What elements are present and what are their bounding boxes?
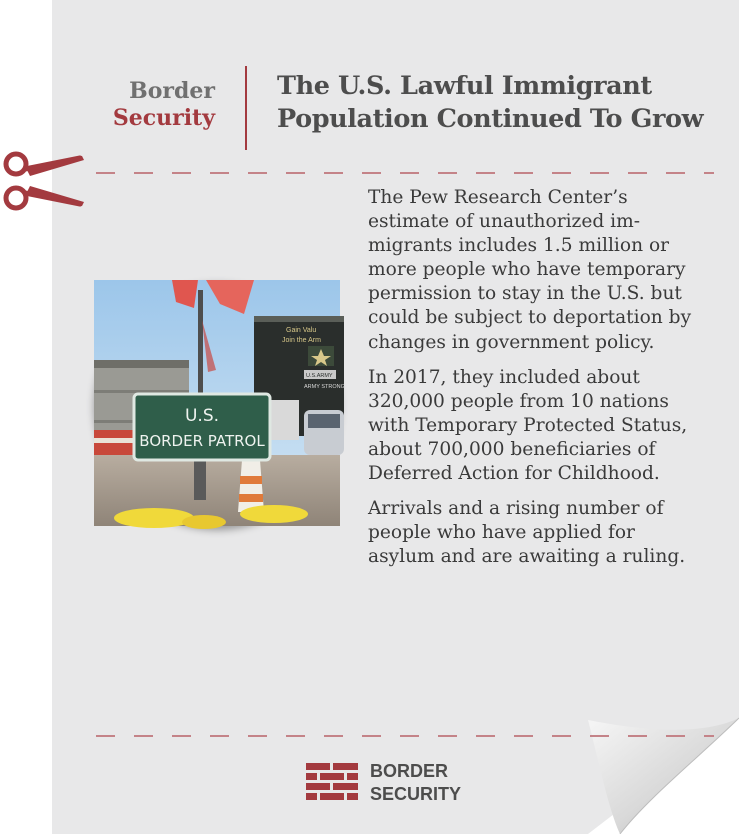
sign-text-1: U.S. [184,406,220,426]
page-title: The U.S. Lawful Immigrant Population Continued To Grow [277,71,704,134]
border-patrol-photo [94,280,345,526]
truck-text-4: ARMY STRONG [304,384,345,390]
cut-line-top [96,172,714,174]
body-paragraph-2: In 2017, they included about 320,000 people from 10 nations with Temporary Protected Status, about 700,000 beneficiaries of Deferred Action for Childhood. [368,366,688,485]
footer-label [370,760,461,806]
brick-wall-icon [306,763,358,800]
body-paragraph-3: Arrivals and a rising number of people who have applied for asylum and are awaiting a ruling. [368,498,686,568]
body-paragraph-1: The Pew Research Center’s estimate of unauthorized immigrants includes 1.5 million or more people who have temporary permission to stay in the U.S. but could be subject to deportation by changes in government policy. [368,187,692,353]
section-kicker [113,78,215,132]
truck-text-3: U.S.ARMY [306,373,333,379]
truck-text-2: Join the Arm [282,337,321,344]
article-body [368,186,698,580]
kicker-line-1: Border [129,78,215,104]
footer-label-line-1: BORDER [370,761,449,781]
footer-label-line-2: SECURITY [370,784,462,804]
scissors-icon [0,148,90,218]
truck-text-1: Gain Valu [286,327,317,334]
sign-text-2: BORDER PATROL [139,432,265,450]
header-divider [245,66,247,150]
cut-line-bottom [96,735,714,737]
kicker-line-2: Security [112,105,215,131]
